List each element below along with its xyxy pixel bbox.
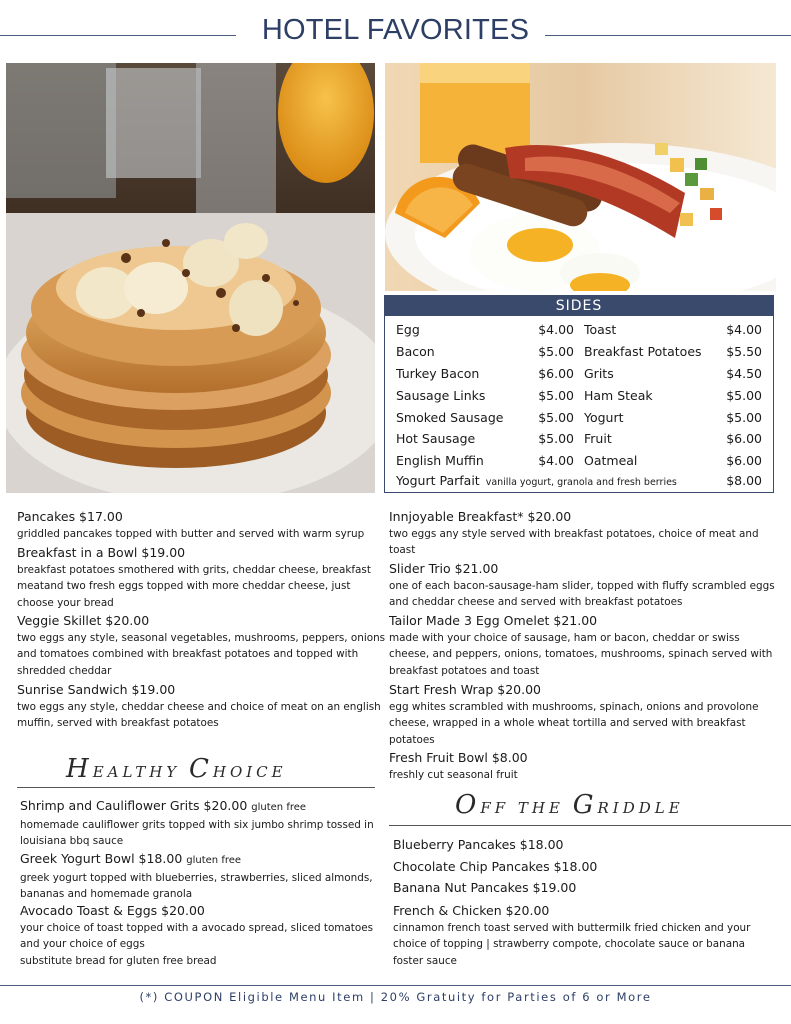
side-item-name: Turkey Bacon [396, 366, 480, 381]
off-the-griddle-rule [389, 825, 791, 826]
menu-item-title-row [20, 797, 380, 816]
heading-word: RIDDLE [597, 799, 684, 817]
side-item [584, 321, 762, 339]
heading-initial: C [188, 754, 213, 784]
side-item-name: Yogurt [584, 410, 624, 425]
menu-item [389, 749, 779, 783]
side-item-price: $5.00 [538, 431, 574, 446]
side-item [396, 343, 574, 361]
menu-item-title-row [20, 850, 380, 869]
side-item-note: vanilla yogurt, granola and fresh berries [485, 477, 677, 488]
side-item [584, 387, 762, 405]
menu-item [17, 544, 387, 611]
menu-item [389, 508, 779, 559]
menu-item-desc: cinnamon french toast served with buttermilk fried chicken and your choice of topping | strawberry compote, chocolate sauce or banana foster sauce [393, 922, 751, 967]
menu-item [20, 797, 380, 850]
menu-item-desc: breakfast potatoes smothered with grits, cheddar cheese, breakfast meatand two fresh eggs topped with more cheddar cheese, just choose your bread [17, 564, 371, 609]
menu-item-desc: greek yogurt topped with blueberries, strawberries, sliced almonds, bananas and homemade granola [20, 872, 373, 901]
side-item-parfait [396, 472, 762, 490]
side-item [584, 365, 762, 383]
menu-item [17, 508, 387, 542]
side-item-price: $4.00 [538, 322, 574, 337]
menu-item-desc: homemade cauliflower grits topped with six jumbo shrimp tossed in louisiana bbq sauce [20, 819, 374, 848]
sides-panel [384, 295, 774, 493]
side-item [396, 387, 574, 405]
bacon-sausage-eggs-photo [385, 63, 776, 291]
heading-initial: G [572, 790, 598, 820]
side-item-price: $6.00 [726, 453, 762, 468]
side-item-name: Grits [584, 366, 614, 381]
side-item-name: English Muffin [396, 453, 484, 468]
off-the-griddle-heading [455, 790, 684, 820]
side-item [396, 452, 574, 470]
heading-word: FF THE [480, 799, 573, 817]
side-item-price: $5.00 [726, 388, 762, 403]
side-item-name: Ham Steak [584, 388, 653, 403]
menu-item [17, 612, 387, 679]
page-title: HOTEL FAVORITES [261, 14, 530, 46]
menu-item-title: Fresh Fruit Bowl $8.00 [389, 750, 528, 765]
menu-item-title: Sunrise Sandwich $19.00 [17, 682, 176, 697]
side-item [584, 409, 762, 427]
side-item-price: $5.00 [726, 410, 762, 425]
menu-item-desc: two eggs any style served with breakfast potatoes, choice of meat and toast [389, 528, 759, 557]
side-item-name: Breakfast Potatoes [584, 344, 702, 359]
heading-initial: O [455, 790, 481, 820]
menu-item-title: Pancakes $17.00 [17, 509, 123, 524]
menu-item-desc: one of each bacon-sausage-ham slider, topped with fluffy scrambled eggs and cheddar cheese and served with breakfast potatoes [389, 580, 775, 609]
menu-item-title: Tailor Made 3 Egg Omelet $21.00 [389, 613, 598, 628]
menu-item [389, 612, 779, 679]
menu-item-title: Shrimp and Cauliflower Grits $20.00 [20, 798, 248, 813]
healthy-choice-heading [66, 754, 287, 784]
side-item-price: $8.00 [726, 473, 762, 488]
side-item [584, 430, 762, 448]
menu-item-desc: freshly cut seasonal fruit [389, 769, 518, 781]
menu-item [20, 902, 380, 969]
side-item-name: Bacon [396, 344, 435, 359]
menu-item-title: Veggie Skillet $20.00 [17, 613, 150, 628]
sides-heading: SIDES [385, 296, 773, 316]
menu-item-desc-note: substitute bread for gluten free bread [20, 954, 217, 967]
side-item-name: Smoked Sausage [396, 410, 504, 425]
pancake-stack-photo [6, 63, 375, 493]
menu-item-desc: griddled pancakes topped with butter and served with warm syrup [17, 528, 365, 540]
side-item-name: Toast [584, 322, 617, 337]
side-item-name: Fruit [584, 431, 612, 446]
menu-item [393, 902, 773, 969]
side-item-price: $5.50 [726, 344, 762, 359]
side-item [584, 452, 762, 470]
side-item-price: $5.00 [538, 388, 574, 403]
menu-item-desc: two eggs any style, cheddar cheese and choice of meat on an english muffin, served with breakfast potatoes [17, 701, 381, 730]
side-item-name: Egg [396, 322, 420, 337]
menu-item-title: Start Fresh Wrap $20.00 [389, 682, 541, 697]
side-item-price: $6.00 [538, 366, 574, 381]
menu-item [17, 681, 387, 732]
menu-item-title: Greek Yogurt Bowl $18.00 [20, 851, 183, 866]
menu-item-title: Chocolate Chip Pancakes $18.00 [393, 859, 598, 874]
menu-item-desc: two eggs any style, seasonal vegetables, mushrooms, peppers, onions and tomatoes combined with breakfast potatoes and topped with shredded cheddar [17, 632, 386, 677]
side-item-price: $4.00 [538, 453, 574, 468]
menu-item-title: Banana Nut Pancakes $19.00 [393, 880, 577, 895]
menu-item [389, 681, 779, 748]
menu-item-title: Innjoyable Breakfast* $20.00 [389, 509, 572, 524]
menu-item-desc: made with your choice of sausage, ham or bacon, cheddar or swiss cheese, and peppers, onions, tomatoes, mushrooms, spinach served with breakfast potatoes and toast [389, 632, 773, 677]
menu-item-title: Breakfast in a Bowl $19.00 [17, 545, 186, 560]
side-item-name: Yogurt Parfait [396, 473, 480, 488]
side-item-name: Sausage Links [396, 388, 486, 403]
side-item [396, 430, 574, 448]
side-item [396, 321, 574, 339]
side-item [396, 365, 574, 383]
side-item-price: $5.00 [538, 344, 574, 359]
side-item-name: Hot Sausage [396, 431, 476, 446]
side-item-price: $4.50 [726, 366, 762, 381]
heading-initial: H [66, 754, 93, 784]
side-item-price: $5.00 [538, 410, 574, 425]
side-item [584, 343, 762, 361]
side-item-name: Oatmeal [584, 453, 638, 468]
side-item-price: $6.00 [726, 431, 762, 446]
menu-item [20, 850, 380, 903]
menu-item [389, 560, 779, 611]
heading-word: EALTHY [92, 763, 189, 781]
menu-item-note: gluten free [186, 855, 242, 866]
menu-item-desc: egg whites scrambled with mushrooms, spinach, onions and provolone cheese, wrapped in a whole wheat tortilla and served with breakfast potatoes [389, 701, 759, 746]
side-item [396, 409, 574, 427]
heading-word: HOICE [212, 763, 287, 781]
menu-item-title: Avocado Toast & Eggs $20.00 [20, 903, 205, 918]
menu-item-title: Slider Trio $21.00 [389, 561, 499, 576]
side-item-price: $4.00 [726, 322, 762, 337]
menu-item-note: gluten free [251, 802, 307, 813]
menu-item-title: French & Chicken $20.00 [393, 903, 550, 918]
menu-item-desc: your choice of toast topped with a avocado spread, sliced tomatoes and your choice of eggs [20, 922, 374, 951]
healthy-choice-rule [17, 787, 375, 788]
footer-rule [0, 985, 791, 986]
menu-item-title: Blueberry Pancakes $18.00 [393, 837, 564, 852]
footer-note: (*) COUPON Eligible Menu Item | 20% Gratuity for Parties of 6 or More [139, 990, 652, 1004]
